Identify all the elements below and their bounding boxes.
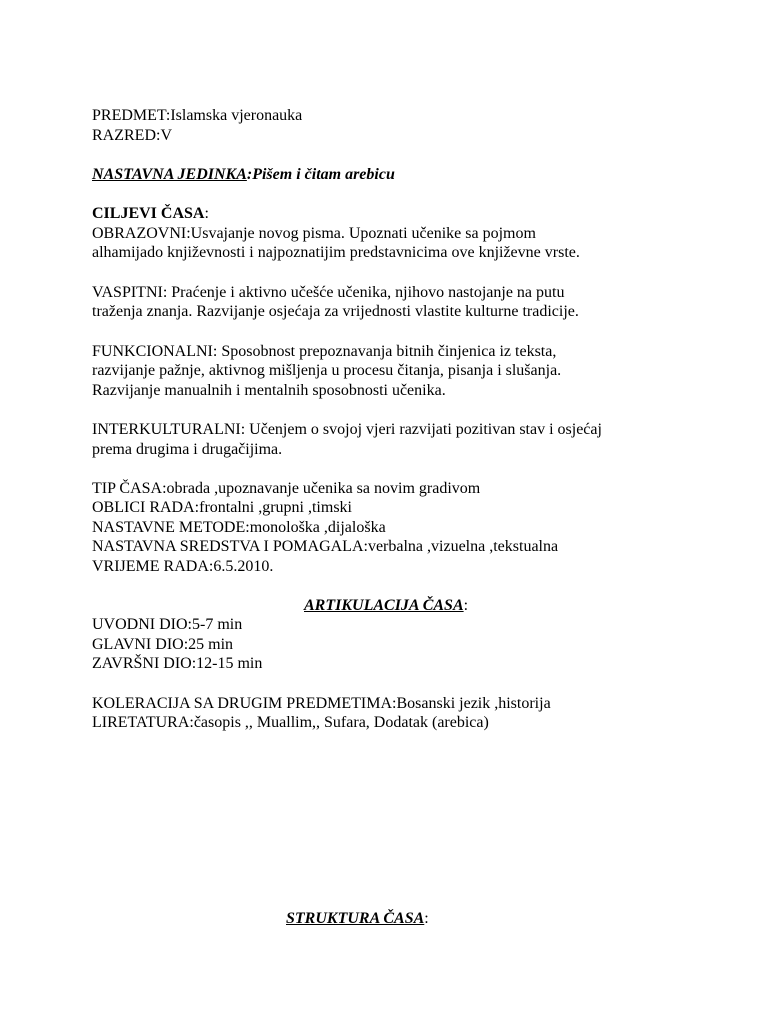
- work-forms-line: OBLICI RADA:frontalni ,grupni ,timski: [92, 499, 352, 516]
- lesson-unit-colon: :: [246, 166, 253, 183]
- teaching-methods-line: NASTAVNE METODE:monološka ,dijaloška: [92, 519, 386, 536]
- lesson-unit-value: Pišem i čitam arebicu: [252, 166, 395, 183]
- grade-line: RAZRED:V: [92, 127, 172, 144]
- upbringing-goal-line-1: VASPITNI: Praćenje i aktivno učešće učenika, njihovo nastojanje na putu: [92, 284, 565, 301]
- lesson-type-line: TIP ČASA:obrada ,upoznavanje učenika sa novim gradivom: [92, 480, 481, 497]
- lesson-unit-label: NASTAVNA JEDINKA: [92, 166, 247, 183]
- lesson-unit-line: [92, 165, 395, 185]
- final-part-line: ZAVRŠNI DIO:12-15 min: [92, 655, 263, 672]
- intro-part-line: UVODNI DIO:5-7 min: [92, 616, 243, 633]
- teaching-aids-line: NASTAVNA SREDSTVA I POMAGALA:verbalna ,vizuelna ,tekstualna: [92, 538, 559, 555]
- functional-goal-line-1: FUNKCIONALNI: Sposobnost prepoznavanja bitnih činjenica iz teksta,: [92, 343, 557, 360]
- functional-goal-line-3: Razvijanje manualnih i mentalnih sposobnosti učenika.: [92, 382, 446, 399]
- articulation-heading: ARTIKULACIJA ČASA: [304, 597, 464, 614]
- literature-line: LIRETATURA:časopis ,, Muallim,, Sufara, Dodatak (arebica): [92, 714, 489, 731]
- work-date-line: VRIJEME RADA:6.5.2010.: [92, 558, 274, 575]
- upbringing-goal-line-2: traženja znanja. Razvijanje osjećaja za vrijednosti vlastite kulturne tradicije.: [92, 303, 579, 320]
- goals-heading-colon: :: [204, 205, 209, 222]
- structure-heading-line: [286, 909, 429, 929]
- structure-heading-colon: :: [424, 910, 429, 927]
- goals-heading: CILJEVI ČASA: [92, 205, 205, 222]
- structure-heading: STRUKTURA ČASA: [286, 910, 425, 927]
- educational-goal-line-2: alhamijado književnosti i najpoznatijim predstavnicima ove književne vrste.: [92, 244, 580, 261]
- intercultural-goal-line-2: prema drugima i drugačijima.: [92, 441, 283, 458]
- correlation-line: KOLERACIJA SA DRUGIM PREDMETIMA:Bosanski jezik ,historija: [92, 695, 551, 712]
- educational-goal-line-1: OBRAZOVNI:Usvajanje novog pisma. Upoznati učenike sa pojmom: [92, 225, 536, 242]
- main-part-line: GLAVNI DIO:25 min: [92, 636, 234, 653]
- goals-heading-line: [92, 204, 209, 224]
- intercultural-goal-line-1: INTERKULTURALNI: Učenjem o svojoj vjeri razvijati pozitivan stav i osjećaj: [92, 421, 602, 438]
- articulation-heading-line: [304, 596, 468, 616]
- articulation-heading-colon: :: [463, 597, 469, 614]
- functional-goal-line-2: razvijanje pažnje, aktivnog mišljenja u procesu čitanja, pisanja i slušanja.: [92, 362, 562, 379]
- subject-line: PREDMET:Islamska vjeronauka: [92, 107, 303, 124]
